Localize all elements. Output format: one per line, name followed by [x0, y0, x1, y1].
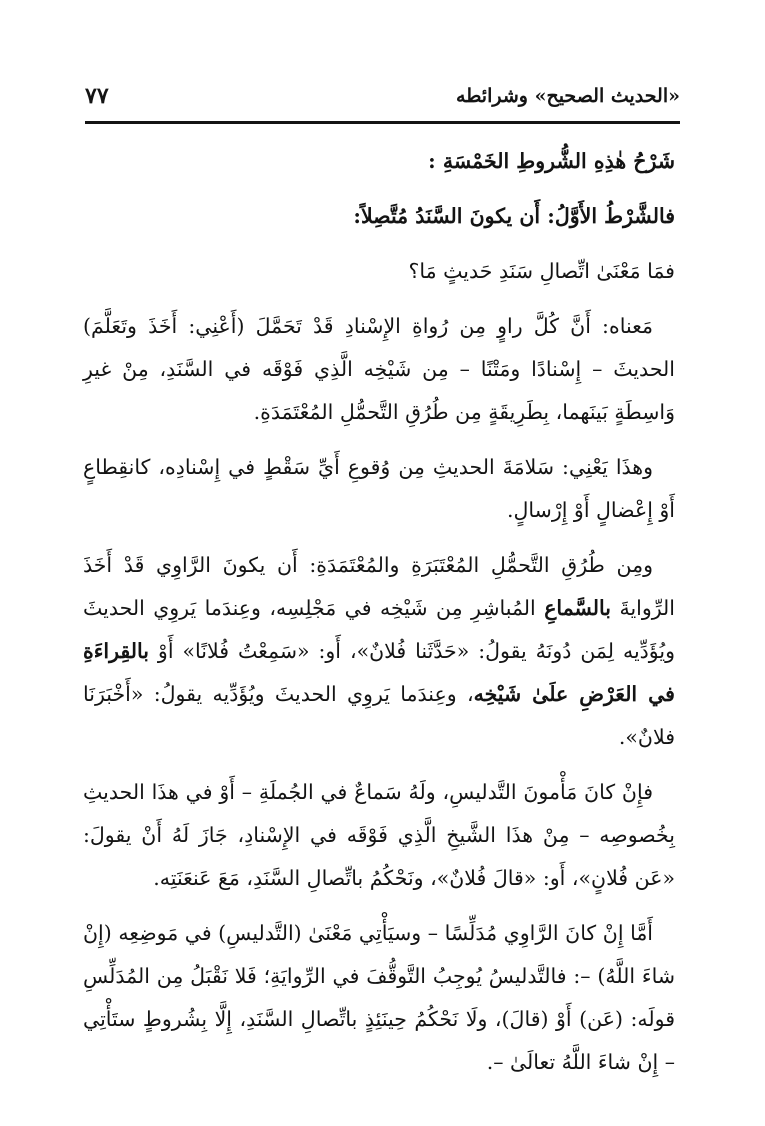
emphasis-text: بالقِراءَةِ في العَرْضِ علَىٰ شَيْخِه [83, 639, 675, 706]
section-heading: شَرْحُ هٰذِهِ الشُّروطِ الخَمْسَةِ : [428, 149, 675, 173]
emphasis-text: بالسَّماعِ [544, 596, 612, 620]
page-number: ٧٧ [85, 83, 109, 109]
text-segment: ومِن طُرُقِ التَّحمُّلِ المُعْتَبَرَةِ والمُعْتَمَدَةِ: أَن يكونَ الرَّاوِي قَدْ أَخَذَ الرِّوايةَ [83, 553, 675, 620]
running-title: «الحديث الصحيح» وشرائطه [456, 85, 680, 107]
text-segment: المُباشِرِ مِن شَيْخِه في مَجْلِسِه، وعِندَما يَروِي الحديثَ ويُؤَدِّيه لِمَن دُونَهُ يقولُ: «حَدَّثَنا فُلانٌ»، أَو: «سَمِعْتُ فُلانًا» أَوْ [83, 596, 675, 663]
paragraph [83, 544, 675, 759]
paragraph: فإِنْ كانَ مَأْمونَ التَّدليسِ، ولَهُ سَماعٌ في الجُملَةِ – أَوْ في هذَا الحديثِ بِخُصوصِه – مِنْ هذَا الشَّيخِ الَّذِي فَوْقَه في الإِسْنادِ، جَازَ لَهُ أَنْ يقولَ: «عَن فُلانٍ»، أَو: «قالَ فُلانٌ»، ونَحْكُمُ باتِّصالِ السَّنَدِ، مَعَ عَنعَنَتِه. [83, 780, 675, 890]
paragraph: وهذَا يَعْنِي: سَلامَةَ الحديثِ مِن وُقوعِ أَيِّ سَقْطٍ في إِسْنادِه، كانقِطاعٍ أَوْ إِعْضالٍ أَوْ إِرْسالٍ. [83, 455, 675, 522]
header-rule [85, 121, 680, 124]
condition-heading: فالشَّرْطُ الأَوَّلُ: أَن يكونَ السَّنَدُ مُتَّصِلاً: [353, 204, 675, 228]
paragraph: أَمَّا إِنْ كانَ الرَّاوِي مُدَلِّسًا – وسيَأْتِي مَعْنَىٰ (التَّدليسِ) في مَوضِعِه (إِنْ شاءَ اللَّهُ) –: فالتَّدليسُ يُوجِبُ التَّوقُّفَ في الرِّوايَةِ؛ فَلا نَقْبَلُ مِن المُدَلِّسِ قولَه: (عَن) أَوْ (قالَ)، ولَا نَحْكُمُ حِينَئِذٍ باتِّصالِ السَّنَدِ، إِلَّا بِشُروطٍ ستَأْتِي – إِنْ شاءَ اللَّهُ تعالَىٰ –. [83, 921, 675, 1074]
page-body [83, 140, 675, 1096]
question-paragraph: فمَا مَعْنَىٰ اتِّصالِ سَنَدِ حَديثٍ مَا؟ [408, 259, 675, 283]
text-segment: ، وعِندَما يَروِي الحديثَ ويُؤَدِّيه يقولُ: «أَخْبَرَنَا فلانٌ». [83, 682, 675, 749]
page-header [85, 76, 680, 116]
paragraph: مَعناه: أَنَّ كُلَّ راوٍ مِن رُواةِ الإِسْنادِ قَدْ تَحَمَّلَ (أَعْنِي: أَخَذَ وتَعَلَّمَ) الحديثَ – إِسْنادًا ومَتْنًا – مِن شَيْخِه الَّذِي فَوْقَه في السَّنَدِ، مِنْ غيرِ وَاسِطَةٍ بَينَهما، بِطَرِيقَةٍ مِن طُرُقِ التَّحمُّلِ المُعْتَمَدَةِ. [83, 314, 675, 424]
